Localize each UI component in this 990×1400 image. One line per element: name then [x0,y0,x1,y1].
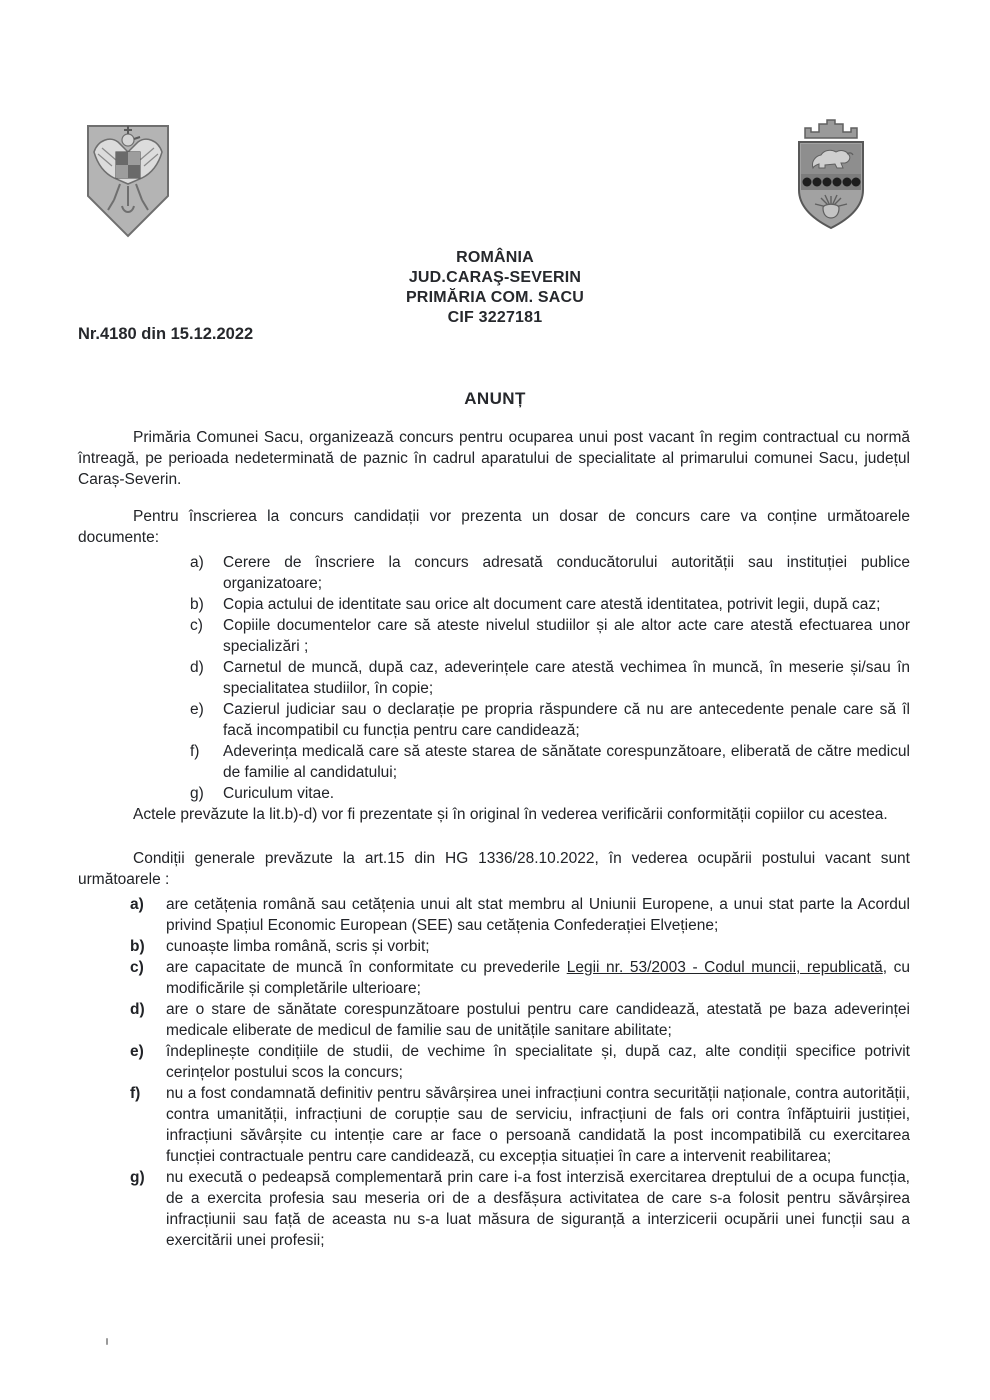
list-item-text: are o stare de sănătate corespunzătoare postului pentru care candidează, atestată pe baza adeverinței medicale eliberate de medicul de familie sau de unitățile sanitare abilitate; [166,1001,910,1039]
list-item-text: Cerere de înscriere la concurs adresată conducătorului autorității sau instituției publice organizatoare; [223,554,910,592]
list-item-letter: f) [130,1085,141,1102]
list-item-text: Copia actului de identitate sau orice alt document care atestă identitatea, potrivit legii, după caz; [223,596,881,613]
list-item [78,657,910,699]
list-item [78,699,910,741]
list-item [78,741,910,783]
list-item-letter: f) [190,743,200,760]
list-item-text: Cazierul judiciar sau o declarație pe propria răspundere că nu are antecedente penale care să îl facă incompatibil cu funcția pentru care candidează; [223,701,910,739]
registration-number: Nr.4180 din 15.12.2022 [78,325,254,343]
list-item-text: Adeverința medicală care să ateste starea de sănătate corespunzătoare, eliberată de către medicul de familie al candidatului; [223,743,910,781]
list-item-text: nu execută o pedeapsă complementară prin care i-a fost interzisă exercitarea dreptului de a ocupa funcția, de a exercita profesia sau meseria ori de a desfășura activitatea de care s-a folosit pentru săvârșirea infracțiunii sau față de aceasta nu s-a luat măsura de siguranță a interzicerii ocupării unei funcții sau a exercitării unei profesii; [166,1169,910,1249]
list-item-text: Copiile documentelor care să ateste nivelul studiilor și ale altor acte care atestă efectuarea unor specializări ; [223,617,910,655]
list-item-text: are cetățenia română sau cetățenia unui alt stat membru al Uniunii Europene, a unui stat parte la Acordul privind Spațiul Economic European (SEE) sau cetățenia Confederației Elvețiene; [166,896,910,934]
list-item-letter: c) [130,959,144,976]
list-item [78,999,910,1041]
list-item-letter: g) [190,785,204,802]
romania-coat-of-arms-icon [84,122,172,240]
list-item-letter: c) [190,617,203,634]
list-item-text: nu a fost condamnată definitiv pentru săvârșirea unei infracțiuni contra securității naționale, contra autorității, contra umanității, infracțiuni de corupție sau de serviciu, infracțiuni de fals ori contra înfăptuirii justiției, infracțiuni săvârșite cu intenție care ar face o persoană candidată la post incompatibilă cu exercitarea funcției contractuale pentru care candidează, cu excepția situației în care a intervenit reabilitarea; [166,1085,910,1165]
list-item-letter: e) [130,1043,144,1060]
list-item [78,1041,910,1083]
list-item-letter: d) [130,1001,145,1018]
list-item-text: cunoaște limba română, scris și vorbit; [166,938,430,955]
list-item-letter: a) [190,554,204,571]
list-item-text: are capacitate de muncă în conformitate cu prevederile Legii nr. 53/2003 - Codul muncii, republicată, cu modificările și completările ulterioare; [166,959,911,997]
intro-paragraph: Primăria Comunei Sacu, organizează concurs pentru ocuparea unui post vacant în regim contractual cu normă întreagă, pe perioada nedeterminată de paznic în cadrul aparatului de specialitate al primarului comunei Sacu, județul Caraș-Severin. [78,429,910,488]
originals-note-paragraph: Actele prevăzute la lit.b)-d) vor fi prezentate și în original în vederea verificării conformității copiilor cu acestea. [133,806,888,823]
document-header [0,248,990,328]
list-item [78,957,910,999]
dossier-documents-list [78,552,910,804]
list-item-letter: b) [190,596,204,613]
list-item-letter: d) [190,659,204,676]
document-body [78,427,910,1251]
list-item [78,615,910,657]
header-county: JUD.CARAŞ-SEVERIN [408,269,582,286]
list-item-letter: g) [130,1169,145,1186]
list-item [78,783,910,804]
list-item [78,936,910,957]
list-item-text: Carnetul de muncă, după caz, adeverințele care atestă vechimea în muncă, în meserie și/sau în specialitatea studiilor, în copie; [223,659,910,697]
list-item [78,594,910,615]
scan-artifact-speck [106,1338,108,1345]
document-title: ANUNȚ [464,389,526,408]
sacu-commune-coat-of-arms-icon [791,116,871,234]
list-item [78,894,910,936]
list-item-text: îndeplinește condițiile de studii, de vechime în specialitate și, după caz, alte condiții specifice potrivit cerințelor postului scos la concurs; [166,1043,910,1081]
header-cif: CIF 3227181 [447,309,543,326]
list-item [78,1083,910,1167]
general-conditions-intro-paragraph: Condiții generale prevăzute la art.15 din HG 1336/28.10.2022, în vederea ocupării postului vacant sunt următoarele : [78,850,910,888]
dossier-intro-paragraph: Pentru înscrierea la concurs candidații vor prezenta un dosar de concurs care va conține următoarele documente: [78,508,910,546]
list-item-letter: e) [190,701,204,718]
list-item [78,1167,910,1251]
list-item-letter: a) [130,896,144,913]
header-country: ROMÂNIA [456,249,534,266]
list-item-letter: b) [130,938,145,955]
general-conditions-list [78,894,910,1251]
list-item [78,552,910,594]
list-item-text: Curiculum vitae. [223,785,335,802]
header-institution: PRIMĂRIA COM. SACU [405,289,585,306]
